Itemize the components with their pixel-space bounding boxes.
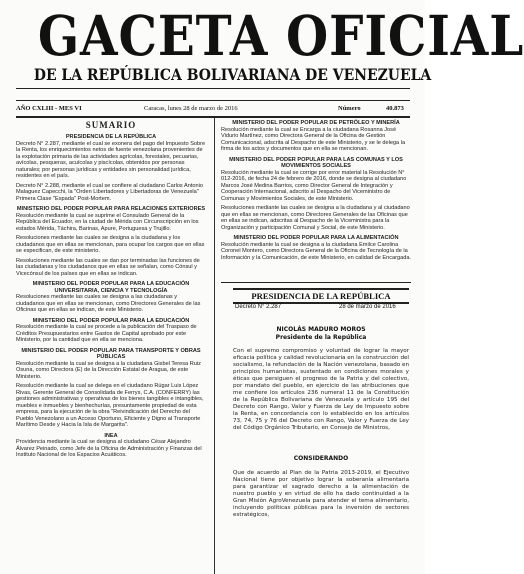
issue-number: 40.873	[386, 105, 404, 112]
sumario-entries	[16, 134, 206, 459]
summary-entry: Resolución mediante la cual se delega en el ciudadano Rúgar Luis López Rivas, Gerente General de Consolidada de Ferrys, C.A. (CONFERRY) las gestiones administrativas y operativas de los bienes tangibles e intangibles, muebles e inmuebles y bienhechurías, presuntamente propiedad de esta empresa, para la ejecución de la obra "Reivindicación del Derecho del Pueblo Venezolano a un Acceso Oportuno, Eficiente y Digno al Transporte Marítimo Desde y Hacia la Isla de Margarita".	[16, 383, 204, 428]
summary-entry: Resoluciones mediante las cuales se dan por terminadas las funciones de las ciudadanas y los ciudadanos que en ellas se señalan, como Cónsul y Vicecónsul de los países que en ellas se indican.	[16, 257, 200, 277]
signer-name: NICOLÁS MADURO MOROS	[276, 326, 366, 333]
info-divider-top	[16, 100, 410, 101]
info-divider-bottom	[16, 116, 410, 118]
decree-preamble: Con el supremo compromiso y voluntad de lograr la mayor eficacia política y calidad revolucionaria en la construcción del socialismo, la refundación de la Nación venezolana, basado en principios humanistas, sustentado en condiciones morales y éticas que persiguen el progreso de la Patria y del colectivo, por mandato del pueblo, en ejercicio de las atribuciones que me confiere los artículos 236 numeral 11 de la Constitución de la República Bolivariana de Venezuela y artículo 195 del Decreto con Rango, Valor y Fuerza de Ley de Impuesto sobre la Renta, en concordancia con lo establecido en los artículos 73, 74, 75 y 76 del Decreto con Rango, Valor y Fuerza de Ley del Código Orgánico Tributario, en Consejo de Ministros,	[233, 348, 409, 431]
summary-entry: Decreto N° 2.287, mediante el cual se exonera del pago del Impuesto Sobre la Renta, los enriquecimientos netos de fuente venezolana provenientes de la explotación primaria de las actividades agrícolas, forestales, pecuarias, avícolas, pesqueras, acuícolas y piscícolas, obtenidos por personas naturales; por personas jurídicas y entidades sin personalidad jurídica, residentes en el país.	[16, 140, 206, 179]
masthead-divider	[16, 88, 410, 89]
section-heading: PRESIDENCIA DE LA REPÚBLICA	[65, 134, 157, 140]
summary-entry: Resoluciones mediante las cuales se designa a las ciudadanas y ciudadanos que en ellas se mencionan, como Directores Generales de las Oficinas que en ellas se indican, de este Ministerio.	[16, 294, 201, 313]
summary-entry: Resolución mediante la cual se designa a la ciudadana Emilce Carolina Coronel Montero, como Directora General de la Oficina de Tecnología de la Información y la Comunicación, de este Ministerio, en calidad de Encargada.	[221, 241, 411, 261]
sumario-continued-entries	[221, 120, 411, 261]
presidencia-heading: PRESIDENCIA DE LA REPÚBLICA	[233, 288, 409, 304]
section-heading: INEA	[104, 432, 118, 439]
summary-entry: Resoluciones mediante las cuales se designa a la ciudadana y al ciudadano que en ellas se mencionan, como Directores Generales de las Oficinas que en ellas se indican, adscritas al Despacho de la Viceministra para la Organización y participación Comunal y Social, de este Ministerio.	[221, 205, 410, 231]
issue-year: AÑO CXLIII - MES VI	[16, 105, 82, 112]
signer-title: Presidente de la República	[275, 333, 367, 341]
issue-info-bar	[16, 103, 410, 115]
signer-block	[233, 326, 409, 341]
section-heading: MINISTERIO DEL PODER POPULAR PARA RELACIONES EXTERIORES	[16, 206, 206, 212]
sumario-column	[16, 120, 206, 462]
summary-entry: Resolución mediante la cual se procede a la publicación del Traspaso de Créditos Presupuestarios entre Gastos de Capital aprobado por este Ministerio, por la cantidad que en ella se menciona.	[16, 324, 197, 343]
masthead-subtitle: DE LA REPÚBLICA BOLIVARIANA DE VENEZUELA	[33, 65, 432, 84]
summary-entry: Resoluciones mediante las cuales se designa a la ciudadana y los ciudadanos que en ellas se mencionan, para ocupar los cargos que en ellas se especifican, de este ministerio.	[16, 235, 205, 254]
issue-number-label: Número	[338, 105, 361, 112]
summary-entry: Resolución mediante la cual se corrige por error material la Resolución N° 012-2016, de fecha 24 de febrero de 2016, donde se designa al ciudadano Marcos José Medina Barrios, como Director General de Integración y Cooperación Internacional, adscrito al Despacho del Viceministro de Comunas y Movimientos Sociales, de este Ministerio.	[221, 169, 407, 202]
considerando-heading: CONSIDERANDO	[293, 455, 349, 462]
presidencia-divider	[221, 282, 411, 283]
summary-entry: Providencia mediante la cual se designa al ciudadano César Alejandro Álvarez Peinado, como Jefe de la Oficina de Administración y Finanzas del Instituto Nacional de los Espacios Acuáticos.	[16, 439, 202, 458]
masthead-title: GACETA OFICIAL	[37, 3, 524, 68]
decree-date: 28 de marzo de 2016	[339, 304, 396, 310]
sumario-heading: SUMARIO	[85, 120, 137, 130]
considerando-text: Que de acuerdo al Plan de la Patria 2013-2019, el Ejecutivo Nacional tiene por objetivo lograr la soberanía alimentaria para garantizar el sagrado derecho a la alimentación de nuestro pueblo y en virtud de ello ha dado continuidad a la Gran Misión AgroVenezuela para atender el tema alimentario, incluyendo políticas públicas para la inversión de sectores estratégicos,	[233, 470, 409, 518]
summary-entry: Resolución mediante la cual se designa a la ciudadana Gisbel Teresa Ruiz Osuna, como Directora (E) de la Dirección Estatal de Aragua, de este Ministerio.	[16, 360, 201, 380]
section-heading: MINISTERIO DEL PODER POPULAR PARA LA EDUCACIÓN	[32, 317, 190, 324]
section-heading: MINISTERIO DEL PODER POPULAR PARA LAS COMUNAS Y LOS MOVIMIENTOS SOCIALES	[229, 156, 403, 169]
sumario-continued-column	[221, 120, 411, 264]
decree-number: Decreto N° 2.287	[235, 304, 282, 310]
section-heading: MINISTERIO DEL PODER POPULAR PARA LA ALIMENTACIÓN	[233, 235, 399, 241]
summary-entry: Decreto N° 2.288, mediante el cual se confiere al ciudadano Carlos Antonio Malaguez Capecchi, la "Orden Libertadores y Libertadoras de Venezuela" Primera Clase "Espada" Post-Mortem.	[16, 182, 203, 202]
column-divider	[214, 118, 215, 574]
section-heading: MINISTERIO DEL PODER POPULAR DE PETRÓLEO Y MINERÍA	[232, 120, 400, 126]
section-heading: MINISTERIO DEL PODER POPULAR PARA LA EDUCACIÓN UNIVERSITARIA, CIENCIA Y TECNOLOGÍA	[32, 281, 190, 294]
summary-entry: Resolución mediante la cual se suprime el Consulado General de la República del Ecuador, en la ciudad de Mérida con Circunscripción en los estados Mérida, Táchira, Barinas, Apure, Portuguesa y Trujillo.	[16, 212, 199, 232]
summary-entry: Resolución mediante la cual se Encarga a la ciudadana Rosanna José Vidurio Martínez, como Directora General de la Oficina de Gestión Comunicacional, adscrita al Despacho de este Ministerio, y se le delega la firma de los actos y documentos que en ella se mencionan.	[221, 126, 406, 152]
issue-date: Caracas, lunes 28 de marzo de 2016	[144, 105, 238, 112]
section-heading: MINISTERIO DEL PODER POPULAR PARA TRANSPORTE Y OBRAS PÚBLICAS	[21, 347, 201, 360]
